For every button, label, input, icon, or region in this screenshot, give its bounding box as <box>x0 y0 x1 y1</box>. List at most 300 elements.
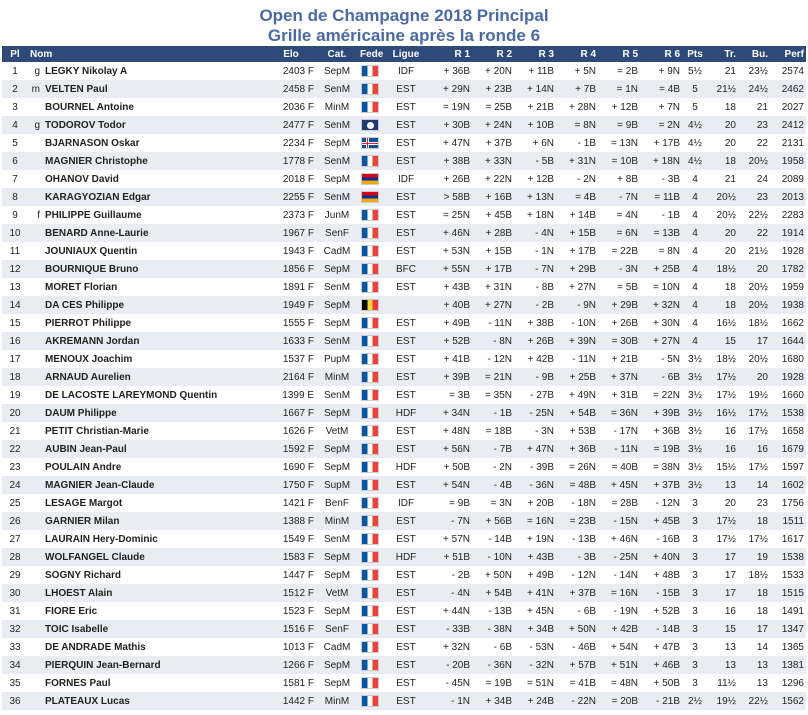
round-result-cell[interactable]: = 2B <box>598 62 640 80</box>
round-result-cell[interactable]: + 49B <box>514 566 556 584</box>
player-name[interactable]: MENOUX Joachim <box>45 353 133 365</box>
round-result-cell[interactable]: - 3N <box>514 422 556 440</box>
points-cell: 4 <box>682 206 708 224</box>
round-result-cell[interactable]: - 5B <box>514 152 556 170</box>
round-result-cell[interactable]: - 11N <box>472 314 514 332</box>
round-result-cell[interactable]: + 20N <box>472 62 514 80</box>
round-result-cell[interactable]: + 27N <box>640 332 682 350</box>
round-result-cell[interactable]: - 9B <box>514 368 556 386</box>
round-result-cell[interactable]: + 17B <box>556 242 598 260</box>
round-result-cell[interactable]: + 44N <box>430 602 472 620</box>
round-result-cell[interactable]: = 10B <box>598 152 640 170</box>
round-result-cell[interactable]: + 36B <box>640 422 682 440</box>
round-result-cell[interactable]: - 2B <box>514 296 556 314</box>
round-result-cell[interactable]: = 2N <box>640 116 682 134</box>
round-result-cell[interactable]: - 1N <box>430 692 472 710</box>
round-result-cell[interactable]: - 10N <box>472 548 514 566</box>
round-result-cell[interactable]: + 31B <box>598 386 640 404</box>
col-r4[interactable]: R 4 <box>556 46 598 62</box>
player-name[interactable]: LAURAIN Hery-Dominic <box>45 533 158 545</box>
round-result-cell[interactable]: + 15B <box>472 242 514 260</box>
round-result-cell[interactable]: - 17N <box>598 422 640 440</box>
round-result-cell[interactable]: + 24B <box>514 692 556 710</box>
player-name[interactable]: WOLFANGEL Claude <box>45 551 145 563</box>
round-result-cell[interactable]: = 22B <box>598 242 640 260</box>
player-name[interactable]: PHILIPPE Guillaume <box>45 209 142 221</box>
round-result-cell[interactable]: + 9N <box>640 62 682 80</box>
player-name[interactable]: MORET Florian <box>45 281 118 293</box>
round-result-cell[interactable]: - 21B <box>640 692 682 710</box>
col-tr[interactable]: Tr. <box>708 46 738 62</box>
round-result-cell[interactable]: - 2N <box>472 458 514 476</box>
player-name[interactable]: OHANOV David <box>45 173 119 185</box>
round-result-cell[interactable]: - 3B <box>556 548 598 566</box>
table-row <box>2 512 806 530</box>
player-name[interactable]: SOGNY Richard <box>45 569 121 581</box>
round-result-cell[interactable]: = 20B <box>598 692 640 710</box>
round-result-cell[interactable]: - 36N <box>514 476 556 494</box>
round-result-cell[interactable]: - 3B <box>640 170 682 188</box>
player-name[interactable]: KARAGYOZIAN Edgar <box>45 191 151 203</box>
round-result-cell[interactable]: + 27N <box>472 296 514 314</box>
tiebreak-bu-cell: 22½ <box>738 206 770 224</box>
round-result-cell[interactable]: = 9B <box>430 494 472 512</box>
round-result-cell[interactable]: + 48N <box>430 422 472 440</box>
round-result-cell[interactable]: - 12N <box>640 494 682 512</box>
col-cat[interactable]: Cat. <box>316 46 358 62</box>
player-name[interactable]: BOURNIQUE Bruno <box>45 263 139 275</box>
round-result-cell[interactable]: + 50B <box>430 458 472 476</box>
place-cell: 36 <box>2 692 28 710</box>
round-result-cell[interactable]: + 46B <box>640 656 682 674</box>
fra-flag-icon <box>361 515 379 527</box>
round-result-cell[interactable]: + 18N <box>640 152 682 170</box>
round-result-cell[interactable]: = 1N <box>598 80 640 98</box>
round-result-cell[interactable]: = 35N <box>472 386 514 404</box>
round-result-cell[interactable]: + 29N <box>430 80 472 98</box>
round-result-cell[interactable]: + 57B <box>556 656 598 674</box>
performance-cell: 2574 <box>770 62 806 80</box>
round-result-cell[interactable]: - 27B <box>514 386 556 404</box>
round-result-cell[interactable]: + 54N <box>598 638 640 656</box>
round-result-cell[interactable]: + 53N <box>430 242 472 260</box>
round-result-cell[interactable]: + 36B <box>556 440 598 458</box>
round-result-cell[interactable]: - 13B <box>472 602 514 620</box>
round-result-cell[interactable]: - 2N <box>556 170 598 188</box>
round-result-cell[interactable]: - 22N <box>556 692 598 710</box>
round-result-cell[interactable]: + 42B <box>598 620 640 638</box>
round-result-cell[interactable]: + 38B <box>514 314 556 332</box>
player-name[interactable]: PETIT Christian-Marie <box>45 425 149 437</box>
round-result-cell[interactable]: + 37B <box>472 134 514 152</box>
player-name[interactable]: PIERQUIN Jean-Bernard <box>45 659 161 671</box>
round-result-cell[interactable]: + 26B <box>430 170 472 188</box>
player-name[interactable]: TODOROV Todor <box>45 119 126 131</box>
round-result-cell[interactable]: + 39B <box>430 368 472 386</box>
round-result-cell[interactable]: + 17B <box>472 260 514 278</box>
round-result-cell[interactable]: + 6N <box>514 134 556 152</box>
round-result-cell[interactable]: = 16N <box>514 512 556 530</box>
col-r2[interactable]: R 2 <box>472 46 514 62</box>
header-row <box>2 46 806 62</box>
round-result-cell[interactable]: - 7B <box>472 440 514 458</box>
player-name[interactable]: AKREMANN Jordan <box>45 335 140 347</box>
round-result-cell[interactable]: + 40N <box>640 548 682 566</box>
place-cell: 30 <box>2 584 28 602</box>
round-result-cell[interactable]: = 16N <box>598 584 640 602</box>
round-result-cell[interactable]: - 15N <box>598 512 640 530</box>
round-result-cell[interactable]: - 46B <box>556 638 598 656</box>
round-result-cell[interactable]: - 4N <box>430 584 472 602</box>
round-result-cell[interactable]: + 45N <box>514 602 556 620</box>
round-result-cell[interactable]: - 1B <box>472 404 514 422</box>
table-row <box>2 440 806 458</box>
round-result-cell[interactable]: - 8B <box>514 278 556 296</box>
col-r1[interactable]: R 1 <box>430 46 472 62</box>
round-result-cell[interactable]: - 8N <box>472 332 514 350</box>
round-result-cell[interactable]: - 6B <box>472 638 514 656</box>
round-result-cell[interactable]: + 22N <box>472 170 514 188</box>
col-pl[interactable]: Pl <box>2 46 28 62</box>
col-fede[interactable]: Fede <box>358 46 382 62</box>
round-result-cell[interactable]: + 46N <box>430 224 472 242</box>
round-result-cell[interactable]: = 48B <box>556 476 598 494</box>
round-result-cell[interactable]: + 29B <box>598 296 640 314</box>
round-result-cell[interactable]: - 14N <box>598 566 640 584</box>
col-ligue[interactable]: Ligue <box>382 46 430 62</box>
round-result-cell[interactable]: = 8N <box>556 116 598 134</box>
round-result-cell[interactable]: = 26N <box>556 458 598 476</box>
round-result-cell[interactable]: = 11B <box>640 188 682 206</box>
round-result-cell[interactable]: + 16B <box>472 188 514 206</box>
fide-title: m <box>31 83 40 95</box>
round-result-cell[interactable]: + 38B <box>430 152 472 170</box>
round-result-cell[interactable]: - 45N <box>430 674 472 692</box>
federation-cell <box>358 80 382 98</box>
round-result-cell[interactable]: + 34B <box>514 620 556 638</box>
round-result-cell[interactable]: = 4B <box>640 80 682 98</box>
round-result-cell[interactable]: = 22N <box>640 386 682 404</box>
round-result-cell[interactable]: > 58B <box>430 188 472 206</box>
round-result-cell[interactable]: - 19N <box>598 602 640 620</box>
round-result-cell[interactable]: = 38N <box>640 458 682 476</box>
player-name[interactable]: BOURNEL Antoine <box>45 101 134 113</box>
round-result-cell[interactable]: + 15B <box>556 224 598 242</box>
player-name[interactable]: LEGKY Nikolay A <box>45 65 128 77</box>
round-result-cell[interactable]: + 34B <box>472 692 514 710</box>
round-result-cell[interactable]: = 9B <box>598 116 640 134</box>
round-result-cell[interactable]: - 25N <box>514 404 556 422</box>
round-result-cell[interactable]: + 8B <box>598 170 640 188</box>
round-result-cell[interactable]: = 3N <box>472 494 514 512</box>
round-result-cell[interactable]: + 33N <box>472 152 514 170</box>
round-result-cell[interactable]: = 6N <box>598 224 640 242</box>
round-result-cell[interactable]: - 4B <box>472 476 514 494</box>
round-result-cell[interactable]: + 49N <box>556 386 598 404</box>
points-cell: 5 <box>682 98 708 116</box>
round-result-cell[interactable]: = 23B <box>556 512 598 530</box>
round-result-cell[interactable]: + 31N <box>556 152 598 170</box>
round-result-cell[interactable]: = 28B <box>598 494 640 512</box>
round-result-cell[interactable]: = 3B <box>430 386 472 404</box>
round-result-cell[interactable]: + 23B <box>472 80 514 98</box>
round-result-cell[interactable]: + 54B <box>556 404 598 422</box>
col-r3[interactable]: R 3 <box>514 46 556 62</box>
tiebreak-tr-cell: 20 <box>708 242 738 260</box>
fra-flag-icon <box>361 209 379 221</box>
round-result-cell[interactable]: + 57N <box>430 530 472 548</box>
col-r6[interactable]: R 6 <box>640 46 682 62</box>
round-result-cell[interactable]: - 13B <box>556 530 598 548</box>
round-result-cell[interactable]: - 36N <box>472 656 514 674</box>
round-result-cell[interactable]: - 14B <box>472 530 514 548</box>
col-perf[interactable]: Perf <box>770 46 806 62</box>
round-result-cell[interactable]: = 25N <box>430 206 472 224</box>
round-result-cell[interactable]: + 27N <box>556 278 598 296</box>
round-result-cell[interactable]: + 41N <box>514 584 556 602</box>
round-result-cell[interactable]: = 13N <box>598 134 640 152</box>
performance-cell: 1538 <box>770 404 806 422</box>
round-result-cell[interactable]: = 19B <box>640 440 682 458</box>
player-name[interactable]: PLATEAUX Lucas <box>45 695 130 707</box>
round-result-cell[interactable]: + 52B <box>430 332 472 350</box>
fra-flag-icon <box>361 623 379 635</box>
round-result-cell[interactable]: + 28N <box>556 98 598 116</box>
round-result-cell[interactable]: + 47B <box>640 638 682 656</box>
round-result-cell[interactable]: + 45B <box>640 512 682 530</box>
round-result-cell[interactable]: + 24N <box>472 116 514 134</box>
round-result-cell[interactable]: + 55N <box>430 260 472 278</box>
round-result-cell[interactable]: - 20B <box>430 656 472 674</box>
federation-cell <box>358 548 382 566</box>
player-name[interactable]: GARNIER Milan <box>45 515 120 527</box>
round-result-cell[interactable]: - 7N <box>514 260 556 278</box>
elo-cell: 1523 F <box>266 602 316 620</box>
player-name[interactable]: BJARNASON Oskar <box>45 137 140 149</box>
round-result-cell[interactable]: + 30N <box>640 314 682 332</box>
round-result-cell[interactable]: - 12N <box>556 566 598 584</box>
place-cell: 20 <box>2 404 28 422</box>
round-result-cell[interactable]: + 50N <box>556 620 598 638</box>
tiebreak-tr-cell: 17½ <box>708 530 738 548</box>
round-result-cell[interactable]: + 48B <box>640 566 682 584</box>
round-result-cell[interactable]: + 45B <box>472 206 514 224</box>
round-result-cell[interactable]: - 39B <box>514 458 556 476</box>
round-result-cell[interactable]: - 11N <box>598 440 640 458</box>
tiebreak-bu-cell: 21 <box>738 98 770 116</box>
round-result-cell[interactable]: + 32N <box>430 638 472 656</box>
round-result-cell[interactable]: + 43B <box>514 548 556 566</box>
round-result-cell[interactable]: + 14N <box>514 80 556 98</box>
col-bu[interactable]: Bu. <box>738 46 770 62</box>
round-result-cell[interactable]: = 18B <box>472 422 514 440</box>
round-result-cell[interactable]: + 17B <box>640 134 682 152</box>
player-name[interactable]: LESAGE Margot <box>45 497 123 509</box>
round-result-cell[interactable]: + 31N <box>472 278 514 296</box>
round-result-cell[interactable]: - 4N <box>514 224 556 242</box>
round-result-cell[interactable]: - 1B <box>640 206 682 224</box>
round-result-cell[interactable]: + 39N <box>556 332 598 350</box>
player-name[interactable]: VELTEN Paul <box>45 83 108 95</box>
round-result-cell[interactable]: + 56B <box>472 512 514 530</box>
round-result-cell[interactable]: = 51N <box>514 674 556 692</box>
round-result-cell[interactable]: - 2B <box>430 566 472 584</box>
round-result-cell[interactable]: + 39B <box>640 404 682 422</box>
round-result-cell[interactable]: + 52B <box>640 602 682 620</box>
round-result-cell[interactable]: - 12N <box>472 350 514 368</box>
player-name[interactable]: PIERROT Philippe <box>45 317 132 329</box>
player-name[interactable]: MAGNIER Christophe <box>45 155 148 167</box>
round-result-cell[interactable]: = 48N <box>598 674 640 692</box>
round-result-cell[interactable]: = 36N <box>598 404 640 422</box>
round-result-cell[interactable]: = 41B <box>556 674 598 692</box>
round-result-cell[interactable]: + 45N <box>598 476 640 494</box>
round-result-cell[interactable]: - 11N <box>556 350 598 368</box>
round-result-cell[interactable]: + 43B <box>430 278 472 296</box>
round-result-cell[interactable]: + 54B <box>472 584 514 602</box>
player-name[interactable]: LHOEST Alain <box>45 587 113 599</box>
round-result-cell[interactable]: + 14B <box>556 206 598 224</box>
round-result-cell[interactable]: = 8N <box>640 242 682 260</box>
round-result-cell[interactable]: - 53N <box>514 638 556 656</box>
round-result-cell[interactable]: = 40B <box>598 458 640 476</box>
round-result-cell[interactable]: = 19N <box>430 98 472 116</box>
round-result-cell[interactable]: + 7B <box>556 80 598 98</box>
round-result-cell[interactable]: = 5B <box>598 278 640 296</box>
round-result-cell[interactable]: - 18N <box>556 494 598 512</box>
round-result-cell[interactable]: - 1B <box>556 134 598 152</box>
round-result-cell[interactable]: + 42B <box>514 350 556 368</box>
round-result-cell[interactable]: + 21B <box>598 350 640 368</box>
player-name[interactable]: FIORE Eric <box>45 605 98 617</box>
player-name[interactable]: MAGNIER Jean-Claude <box>45 479 155 491</box>
round-result-cell[interactable]: + 29B <box>556 260 598 278</box>
round-result-cell[interactable]: + 11B <box>514 62 556 80</box>
round-result-cell[interactable]: - 6B <box>640 368 682 386</box>
federation-cell <box>358 62 382 80</box>
round-result-cell[interactable]: + 41B <box>430 350 472 368</box>
round-result-cell[interactable]: - 9N <box>556 296 598 314</box>
round-result-cell[interactable]: + 7N <box>640 98 682 116</box>
round-result-cell[interactable]: - 1N <box>514 242 556 260</box>
player-name[interactable]: DE LACOSTE LAREYMOND Quentin <box>45 389 218 401</box>
round-result-cell[interactable]: - 10N <box>556 314 598 332</box>
league-cell: EST <box>382 530 430 548</box>
round-result-cell[interactable]: + 47N <box>514 440 556 458</box>
round-result-cell[interactable]: + 53B <box>556 422 598 440</box>
round-result-cell[interactable]: + 37B <box>640 476 682 494</box>
round-result-cell[interactable]: + 32N <box>640 296 682 314</box>
round-result-cell[interactable]: + 51B <box>430 548 472 566</box>
player-name[interactable]: POULAIN Andre <box>45 461 122 473</box>
round-result-cell[interactable]: + 20B <box>514 494 556 512</box>
round-result-cell[interactable]: + 18N <box>514 206 556 224</box>
round-result-cell[interactable]: + 12B <box>598 98 640 116</box>
player-name[interactable]: FORNES Paul <box>45 677 111 689</box>
player-name[interactable]: DAUM Philippe <box>45 407 117 419</box>
round-result-cell[interactable]: + 47N <box>430 134 472 152</box>
round-result-cell[interactable]: = 21N <box>472 368 514 386</box>
round-result-cell[interactable]: - 14B <box>640 620 682 638</box>
round-result-cell[interactable]: + 28B <box>472 224 514 242</box>
round-result-cell[interactable]: = 25B <box>472 98 514 116</box>
round-result-cell[interactable]: + 36B <box>430 62 472 80</box>
player-name[interactable]: ARNAUD Aurelien <box>45 371 131 383</box>
round-result-cell[interactable]: = 30B <box>598 332 640 350</box>
round-result-cell[interactable]: + 25B <box>640 260 682 278</box>
round-result-cell[interactable]: + 50B <box>640 674 682 692</box>
round-result-cell[interactable]: = 13B <box>640 224 682 242</box>
round-result-cell[interactable]: - 5N <box>640 350 682 368</box>
table-row <box>2 98 806 116</box>
round-result-cell[interactable]: + 56N <box>430 440 472 458</box>
league-cell: EST <box>382 152 430 170</box>
round-result-cell[interactable]: = 19B <box>472 674 514 692</box>
player-name[interactable]: DE ANDRADE Mathis <box>45 641 146 653</box>
round-result-cell[interactable]: + 49B <box>430 314 472 332</box>
player-name[interactable]: TOIC Isabelle <box>45 623 109 635</box>
round-result-cell[interactable]: + 37N <box>598 368 640 386</box>
round-result-cell[interactable]: + 37B <box>556 584 598 602</box>
round-result-cell[interactable]: + 46N <box>598 530 640 548</box>
player-name[interactable]: AUBIN Jean-Paul <box>45 443 127 455</box>
player-cell <box>28 296 266 314</box>
round-result-cell[interactable]: + 50N <box>472 566 514 584</box>
col-nom[interactable]: Nom <box>28 46 266 62</box>
federation-cell <box>358 512 382 530</box>
round-result-cell[interactable]: + 51N <box>598 656 640 674</box>
round-result-cell[interactable]: - 15B <box>640 584 682 602</box>
round-result-cell[interactable]: + 21B <box>514 98 556 116</box>
round-result-cell[interactable]: + 5N <box>556 62 598 80</box>
round-result-cell[interactable]: = 4N <box>598 206 640 224</box>
round-result-cell[interactable]: - 16B <box>640 530 682 548</box>
round-result-cell[interactable]: + 19N <box>514 530 556 548</box>
round-result-cell[interactable]: + 54N <box>430 476 472 494</box>
round-result-cell[interactable]: - 32N <box>514 656 556 674</box>
round-result-cell[interactable]: = 10N <box>640 278 682 296</box>
player-name[interactable]: JOUNIAUX Quentin <box>45 245 138 257</box>
player-name[interactable]: BENARD Anne-Laurie <box>45 227 149 239</box>
federation-cell <box>358 530 382 548</box>
round-result-cell[interactable]: + 12B <box>514 170 556 188</box>
round-result-cell[interactable]: + 26B <box>514 332 556 350</box>
round-result-cell[interactable]: - 33B <box>430 620 472 638</box>
round-result-cell[interactable]: - 7N <box>598 188 640 206</box>
round-result-cell[interactable]: - 6B <box>556 602 598 620</box>
elo-cell: 1626 F <box>266 422 316 440</box>
round-result-cell[interactable]: - 3N <box>598 260 640 278</box>
col-r5[interactable]: R 5 <box>598 46 640 62</box>
performance-cell: 1928 <box>770 368 806 386</box>
col-pts[interactable]: Pts <box>682 46 708 62</box>
round-result-cell[interactable]: + 40B <box>430 296 472 314</box>
col-elo[interactable]: Elo <box>266 46 316 62</box>
round-result-cell[interactable]: + 13N <box>514 188 556 206</box>
league-cell: EST <box>382 386 430 404</box>
place-cell: 12 <box>2 260 28 278</box>
round-result-cell[interactable]: - 38N <box>472 620 514 638</box>
round-result-cell[interactable]: + 30B <box>430 116 472 134</box>
round-result-cell[interactable]: - 25N <box>598 548 640 566</box>
round-result-cell[interactable]: + 34N <box>430 404 472 422</box>
round-result-cell[interactable]: + 10B <box>514 116 556 134</box>
round-result-cell[interactable]: + 25B <box>556 368 598 386</box>
round-result-cell[interactable]: + 26B <box>598 314 640 332</box>
player-name[interactable]: DA CES Philippe <box>45 299 125 311</box>
round-result-cell[interactable]: - 7N <box>430 512 472 530</box>
round-result-cell[interactable]: = 4B <box>556 188 598 206</box>
